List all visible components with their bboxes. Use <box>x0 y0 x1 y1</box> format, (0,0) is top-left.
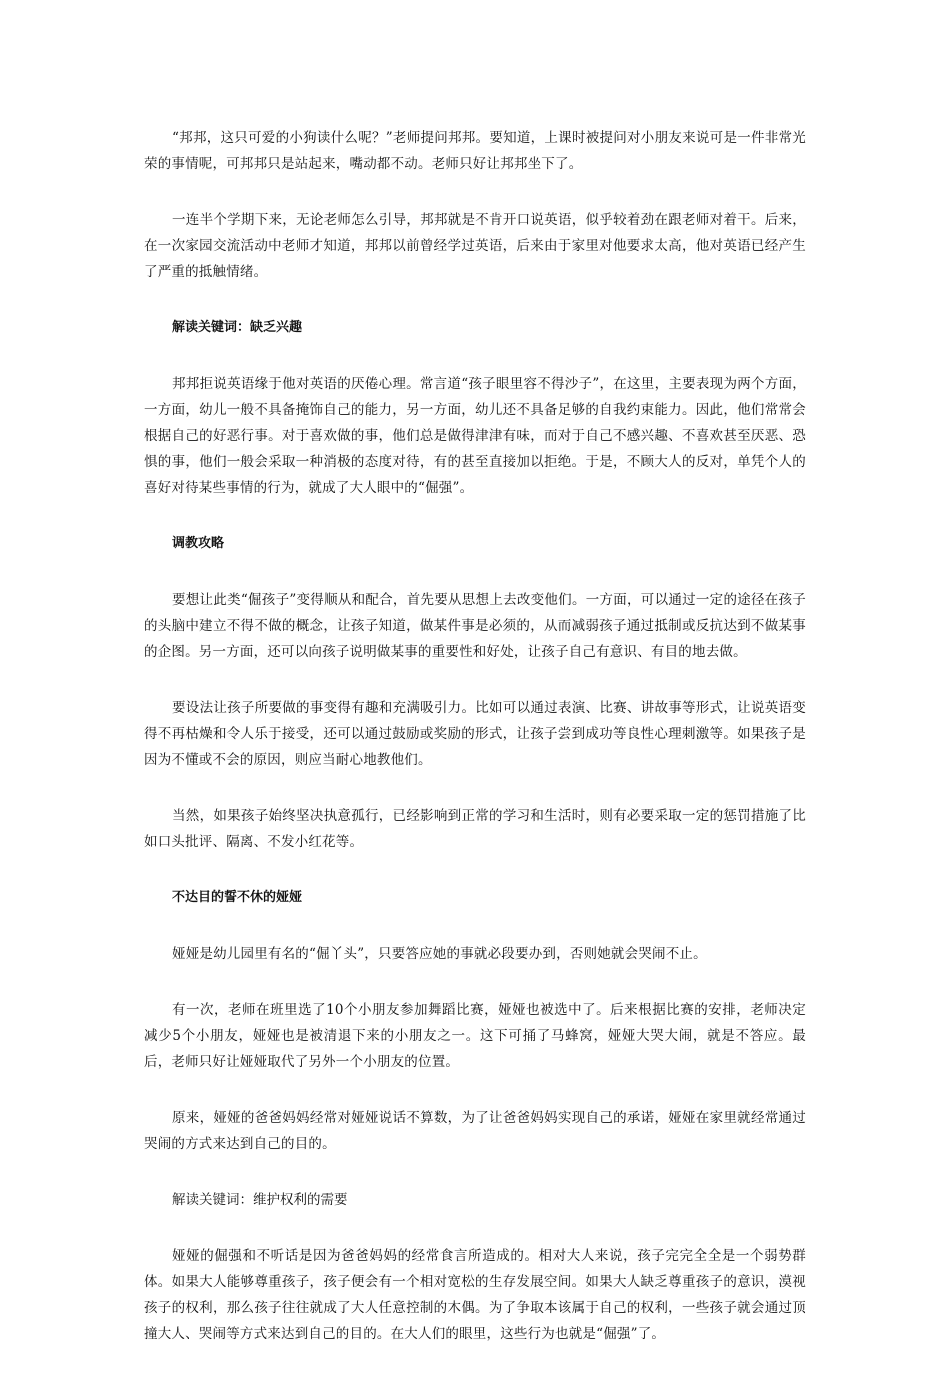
section-subheading-rights: 解读关键词：维护权利的需要 <box>172 1192 348 1208</box>
section-heading-yaya: 不达目的誓不休的娅娅 <box>172 890 303 905</box>
paragraph-punishment: 当然，如果孩子始终坚决执意孤行，已经影响到正常的学习和生活时，则有必要采取一定的惩罚措施了比如口头批评、隔离、不发小红花等。 <box>144 808 806 850</box>
paragraph-parents-broken-promises: 原来，娅娅的爸爸妈妈经常对娅娅说话不算数，为了让爸爸妈妈实现自己的承诺，娅娅在家里就经常通过哭闹的方式来达到自己的目的。 <box>144 1110 806 1152</box>
section-heading-lack-of-interest: 解读关键词：缺乏兴趣 <box>172 320 303 335</box>
paragraph-rights-analysis: 娅娅的倔强和不听话是因为爸爸妈妈的经常食言所造成的。相对大人来说，孩子完完全全是一个弱势群体。如果大人能够尊重孩子，孩子便会有一个相对宽松的生存发展空间。如果大人缺乏尊重孩子的意识，漠视孩子的权利，那么孩子往往就成了大人任意控制的木偶。为了争取本该属于自己的权利，一些孩子就会通过顶撞大人、哭闹等方式来达到自己的目的。在大人们的眼里，这些行为也就是“倔强”了。 <box>144 1248 806 1342</box>
article-body <box>144 125 806 1377</box>
paragraph-change-thinking: 要想让此类“倔孩子”变得顺从和配合，首先要从思想上去改变他们。一方面，可以通过一定的途径在孩子的头脑中建立不得不做的概念，让孩子知道，做某件事是必须的，从而减弱孩子通过抵制或反抗达到不做某事的企图。另一方面，还可以向孩子说明做某事的重要性和好处，让孩子自己有意识、有目的地去做。 <box>144 592 806 660</box>
paragraph-half-semester: 一连半个学期下来，无论老师怎么引导，邦邦就是不肯开口说英语，似乎较着劲在跟老师对着干。后来，在一次家园交流活动中老师才知道，邦邦以前曾经学过英语，后来由于家里对他要求太高，他对英语已经产生了严重的抵触情绪。 <box>144 212 806 280</box>
paragraph-question-scene: “邦邦，这只可爱的小狗读什么呢？”老师提问邦邦。要知道，上课时被提问对小朋友来说可是一件非常光荣的事情呢，可邦邦只是站起来，嘴动都不动。老师只好让邦邦坐下了。 <box>144 130 806 172</box>
paragraph-make-interesting: 要设法让孩子所要做的事变得有趣和充满吸引力。比如可以通过表演、比赛、讲故事等形式，让说英语变得不再枯燥和令人乐于接受，还可以通过鼓励或奖励的形式，让孩子尝到成功等良性心理刺激等。如果孩子是因为不懂或不会的原因，则应当耐心地教他们。 <box>144 700 806 768</box>
section-heading-strategy: 调教攻略 <box>172 536 225 551</box>
paragraph-dance-competition: 有一次，老师在班里选了10个小朋友参加舞蹈比赛，娅娅也被选中了。后来根据比赛的安排，老师决定减少5个小朋友，娅娅也是被清退下来的小朋友之一。这下可捅了马蜂窝，娅娅大哭大闹，就是不答应。最后，老师只好让娅娅取代了另外一个小朋友的位置。 <box>144 1002 806 1070</box>
paragraph-stubborn-girl: 娅娅是幼儿园里有名的“倔丫头”，只要答应她的事就必段要办到，否则她就会哭闹不止。 <box>172 946 707 962</box>
paragraph-aversion-analysis: 邦邦拒说英语缘于他对英语的厌倦心理。常言道“孩子眼里容不得沙子”，在这里，主要表现为两个方面，一方面，幼儿一般不具备掩饰自己的能力，另一方面，幼儿还不具备足够的自我约束能力。因此，他们常常会根据自己的好恶行事。对于喜欢做的事，他们总是做得津津有味，而对于自己不感兴趣、不喜欢甚至厌恶、恐惧的事，他们一般会采取一种消极的态度对待，有的甚至直接加以拒绝。于是，不顾大人的反对，单凭个人的喜好对待某些事情的行为，就成了大人眼中的“倔强”。 <box>144 376 806 496</box>
